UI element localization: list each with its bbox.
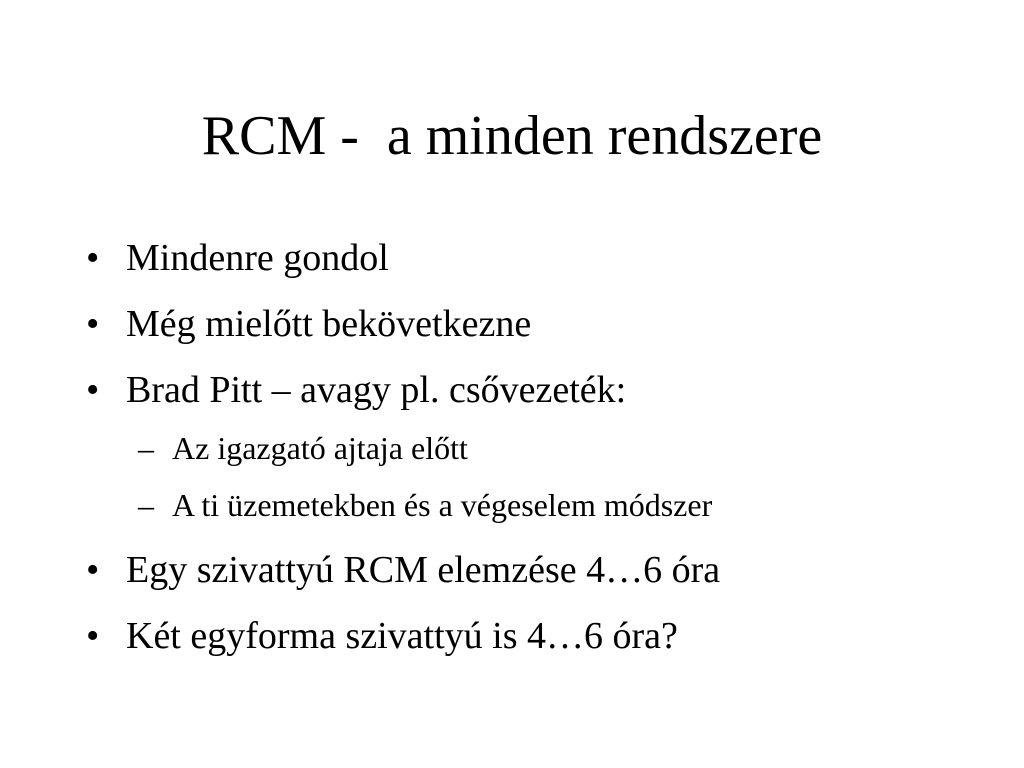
sub-bullet-item [138, 485, 713, 525]
bullet-marker: • [86, 369, 100, 411]
bullet-text: Mindenre gondol [126, 237, 389, 279]
bullet-text: Még mielőtt bekövetkezne [126, 303, 532, 345]
bullet-item [86, 547, 721, 593]
sub-bullet-text: Az igazgató ajtaja előtt [172, 430, 468, 466]
bullet-item [86, 367, 627, 413]
bullet-item [86, 235, 389, 281]
bullet-marker: • [86, 237, 100, 279]
sub-bullet-text: A ti üzemetekben és a végeselem módszer [172, 487, 713, 523]
bullet-item [86, 301, 532, 347]
bullet-text: Két egyforma szivattyú is 4…6 óra? [126, 615, 678, 657]
dash-marker: – [138, 430, 154, 466]
dash-marker: – [138, 487, 154, 523]
bullet-marker: • [86, 549, 100, 591]
bullet-marker: • [86, 615, 100, 657]
bullet-text: Brad Pitt – avagy pl. csővezeték: [126, 369, 627, 411]
bullet-marker: • [86, 303, 100, 345]
bullet-text: Egy szivattyú RCM elemzése 4…6 óra [126, 549, 721, 591]
slide-title: RCM - a minden rendszere [201, 105, 823, 167]
sub-bullet-item [138, 428, 468, 468]
bullet-item [86, 613, 678, 659]
